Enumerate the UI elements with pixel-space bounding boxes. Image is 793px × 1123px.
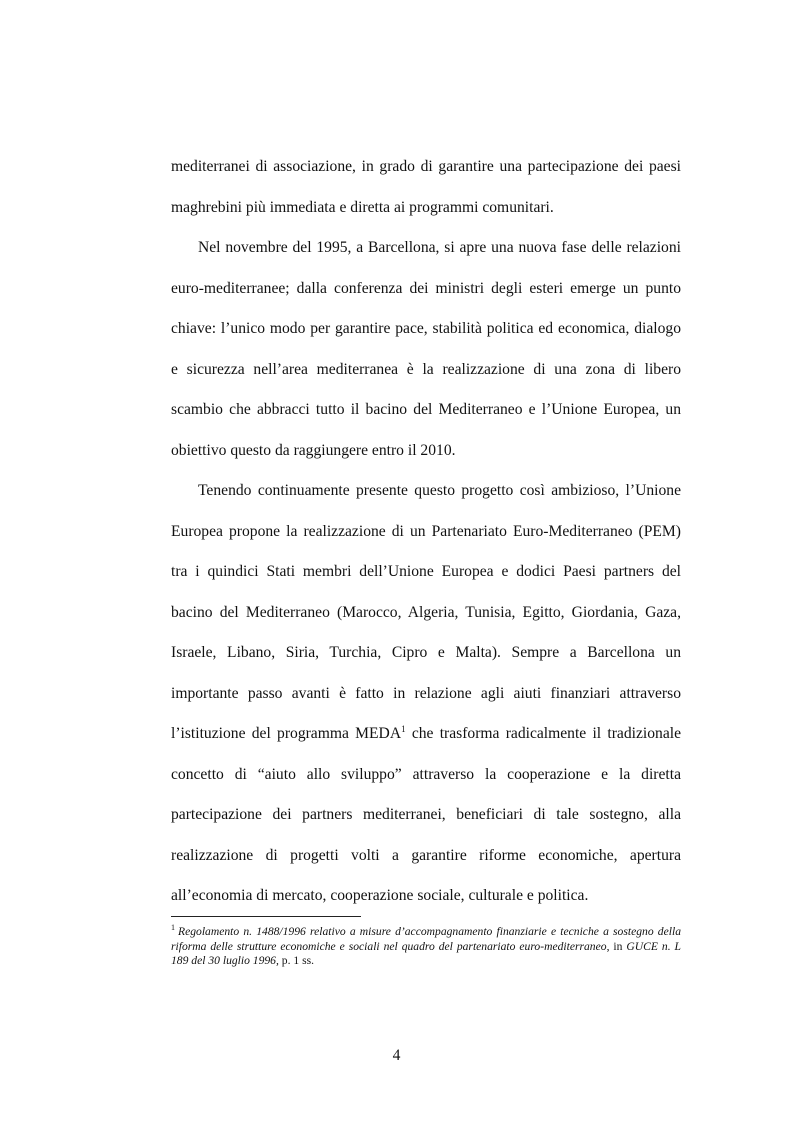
footnote-reference[interactable]: 1 xyxy=(401,723,406,734)
footnote-number: 1 xyxy=(171,923,175,933)
paragraph-3-text-before: Tenendo continuamente presente questo progetto così ambizioso, l’Unione Europea propone la realizzazione di un Partenariato Euro-Mediterraneo (PEM) tra i quindici Stati membri dell’Unione Europea e dodici Paesi partners del bacino del Mediterraneo (Marocco, Algeria, Tunisia, Egitto, Giordania, Gaza, Israele, Libano, Siria, Turchia, Cipro e Malta). Sempre a Barcellona un importante passo avanti è fatto in relazione agli aiuti finanziari attraverso l’istituzione del programma MEDA xyxy=(171,482,681,742)
paragraph-2: Nel novembre del 1995, a Barcellona, si apre una nuova fase delle relazioni euro-mediterranee; dalla conferenza dei ministri degli esteri emerge un punto chiave: l’unico modo per garantire pace, stabilità politica ed economica, dialogo e sicurezza nell’area mediterranea è la realizzazione di una zona di libero scambio che abbracci tutto il bacino del Mediterraneo e l’Unione Europea, un obiettivo questo da raggiungere entro il 2010. xyxy=(171,239,681,459)
paragraph-3-text-after: che trasforma radicalmente il tradizionale concetto di “aiuto allo sviluppo” attraverso la cooperazione e la diretta partecipazione dei partners mediterranei, beneficiari di tale sostegno, alla realizzazione di progetti volti a garantire riforme economiche, apertura all’economia di mercato, cooperazione sociale, culturale e politica. xyxy=(171,725,681,904)
footnote-source: GUCE n. L 189 del 30 luglio 1996, xyxy=(171,939,681,968)
body-text xyxy=(171,147,681,917)
footnote xyxy=(171,925,681,969)
footnote-page-ref: p. 1 ss. xyxy=(278,954,315,968)
footnote-separator xyxy=(171,916,361,917)
paragraph-1: mediterranei di associazione, in grado di garantire una partecipazione dei paesi maghrebini più immediata e diretta ai programmi comunitari. xyxy=(171,158,681,216)
footnote-regulation-title: Regolamento n. 1488/1996 relativo a misure d’accompagnamento finanziarie e tecniche a sostegno della riforma delle strutture economiche e sociali nel quadro del partenariato euro-mediterraneo xyxy=(171,925,681,953)
page-number: 4 xyxy=(392,1047,401,1064)
paragraph-3 xyxy=(171,471,681,917)
footnote-connector: , in xyxy=(606,939,627,953)
